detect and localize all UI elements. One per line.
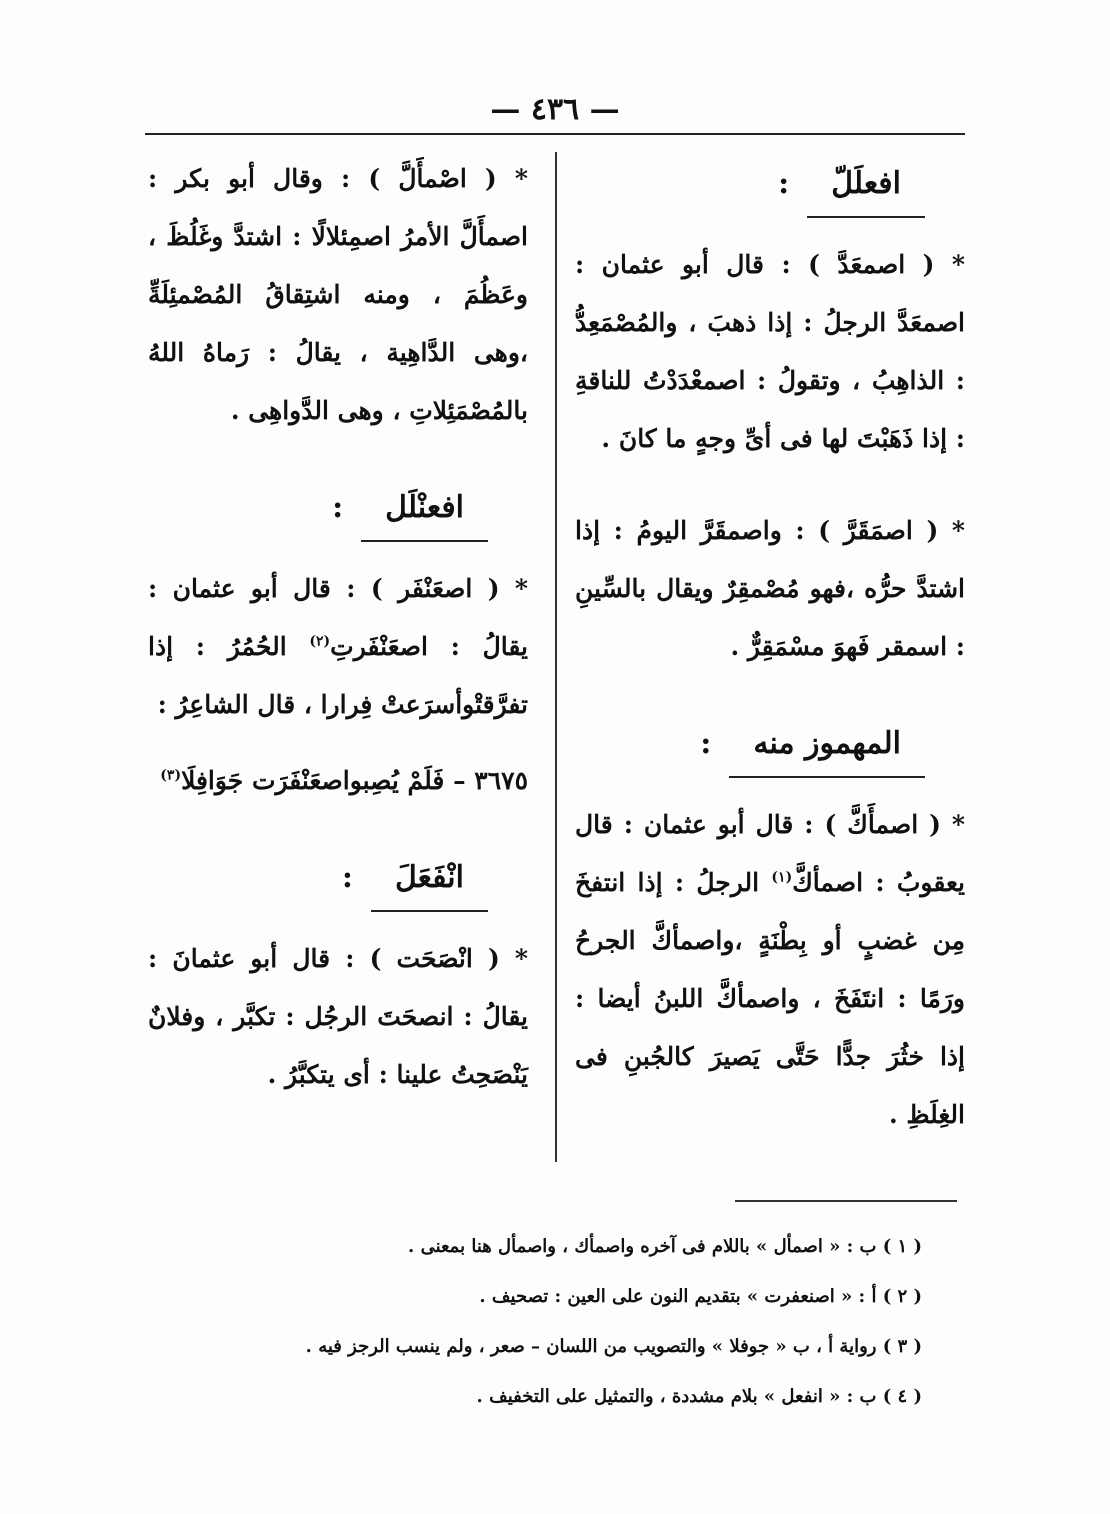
footnote-4: ( ٤ ) ب : « انفعل » بلام مشددة ، والتمثيل على التخفيف . [476,1386,922,1407]
section-heading-word: المهموز منه [729,714,925,778]
footnote-2: ( ٢ ) أ : « اصنعفرت » بتقديم النون على العين : تصحيف . [479,1286,922,1307]
verse-text: ٣٦٧٥ – فَلَمْ يُصِبواصعَنْفَرَت جَوَافِلَا [181,766,528,795]
column-divider [555,152,557,1162]
footnote-ref-1: (١) [771,869,793,886]
section-heading-mahmuz [575,710,965,778]
heading-colon: : [332,490,344,525]
page-number: — ٤٣٦ — [490,92,620,127]
entry-isanfara [148,560,528,734]
section-heading-word: افعلَلّ [807,154,925,218]
footnote-ref-3: (٣) [160,767,182,784]
footnote-ref-2: (٢) [309,633,331,650]
right-column [575,150,965,1144]
left-column [148,150,528,1104]
heading-colon: : [778,166,790,201]
footnote-1: ( ١ ) ب : « اصمأل » باللام فى آخره واصمأك ، واصمأل هنا بمعنى . [408,1236,922,1257]
verse-3675 [148,752,528,810]
section-heading-ifalall [575,150,965,218]
section-heading-infaala [148,844,528,912]
entry-text: * ( اصمأَكَّ ) : قال أبو عثمان : قال يعقوبُ : اصمأكَّ [575,810,965,897]
footnote-3: ( ٣ ) رواية أ ، ب « جوفلا » والتصويب من اللسان – صعر ، ولم ينسب الرجز فيه . [305,1336,922,1357]
entry-insahata: * ( انْصَحَت ) : قال أبو عثمانَ : يقالُ : انصحَتَ الرجُل : تكبَّر ، وفلانٌ يَنْصَحِتُ علينا : أى يتكبَّرُ . [148,944,528,1089]
footnotes [200,1222,922,1422]
entry-ismaadda: * ( اصمعَدَّ ) : قال أبو عثمان : اصمعَدَّ الرجلُ : إذا ذهبَ ، والمُصْمَعِدُّ : الذاهِبُ ، وتقولُ : اصمعْدَدْتُ للناقةِ : إذا ذَهَبْتَ لها فى أىِّ وجهٍ ما كانَ . [575,250,965,453]
entry-text: * ( اصعَنْفَر ) : قال أبو عثمان : يقالُ : اصعَنْفَرتِ [148,574,528,661]
section-heading-word: افعنْلَل [361,478,488,542]
entry-ismaalla: * ( اصْمأَلَّ ) : وقال أبو بكر : اصمأَلَّ الأمرُ اصمِئلالًا : اشتدَّ وغَلُظَ ، وعَظُمَ ، ومنه اشتِقاقُ المُصْمئِلَةِّ ،وهى الدَّاهِية ، يقالُ : رَماهُ اللهُ بالمُصْمَئِلاتِ ، وهى الدَّواهِى . [148,164,528,425]
section-heading-word: انْفَعَلَ [371,848,488,912]
section-heading-ifanlal [148,474,528,542]
footnotes-rule [735,1200,957,1202]
heading-colon: : [341,860,353,895]
entry-text: الرجلُ : إذا انتفخَ مِن غضبٍ أو بِطْنَةٍ ،واصمأكَّ الجرحُ ورَمًا : انتَفَخَ ، واصمأكَّ اللبنُ أيضا : إذا خثُرَ جدًّا حَتَّى يَصيرَ كالجُبنِ فى الغِلَظِ . [575,868,965,1129]
heading-colon: : [700,726,712,761]
entry-text: الحُمُرُ : إذا تفرَّقتْوأسرَعتْ فِرارا ، قال الشاعِرُ : [148,632,528,719]
entry-ismaakka [575,796,965,1144]
header-rule [145,133,965,135]
entry-ismaqarra: * ( اصمَقَرَّ ) : واصمقَرَّ اليومُ : إذا اشتدَّ حرُّه ،فهو مُصْمقِرٌ ويقال بالسِّينِ : اسمقر فَهوَ مسْمَقِرٌّ . [575,516,965,661]
